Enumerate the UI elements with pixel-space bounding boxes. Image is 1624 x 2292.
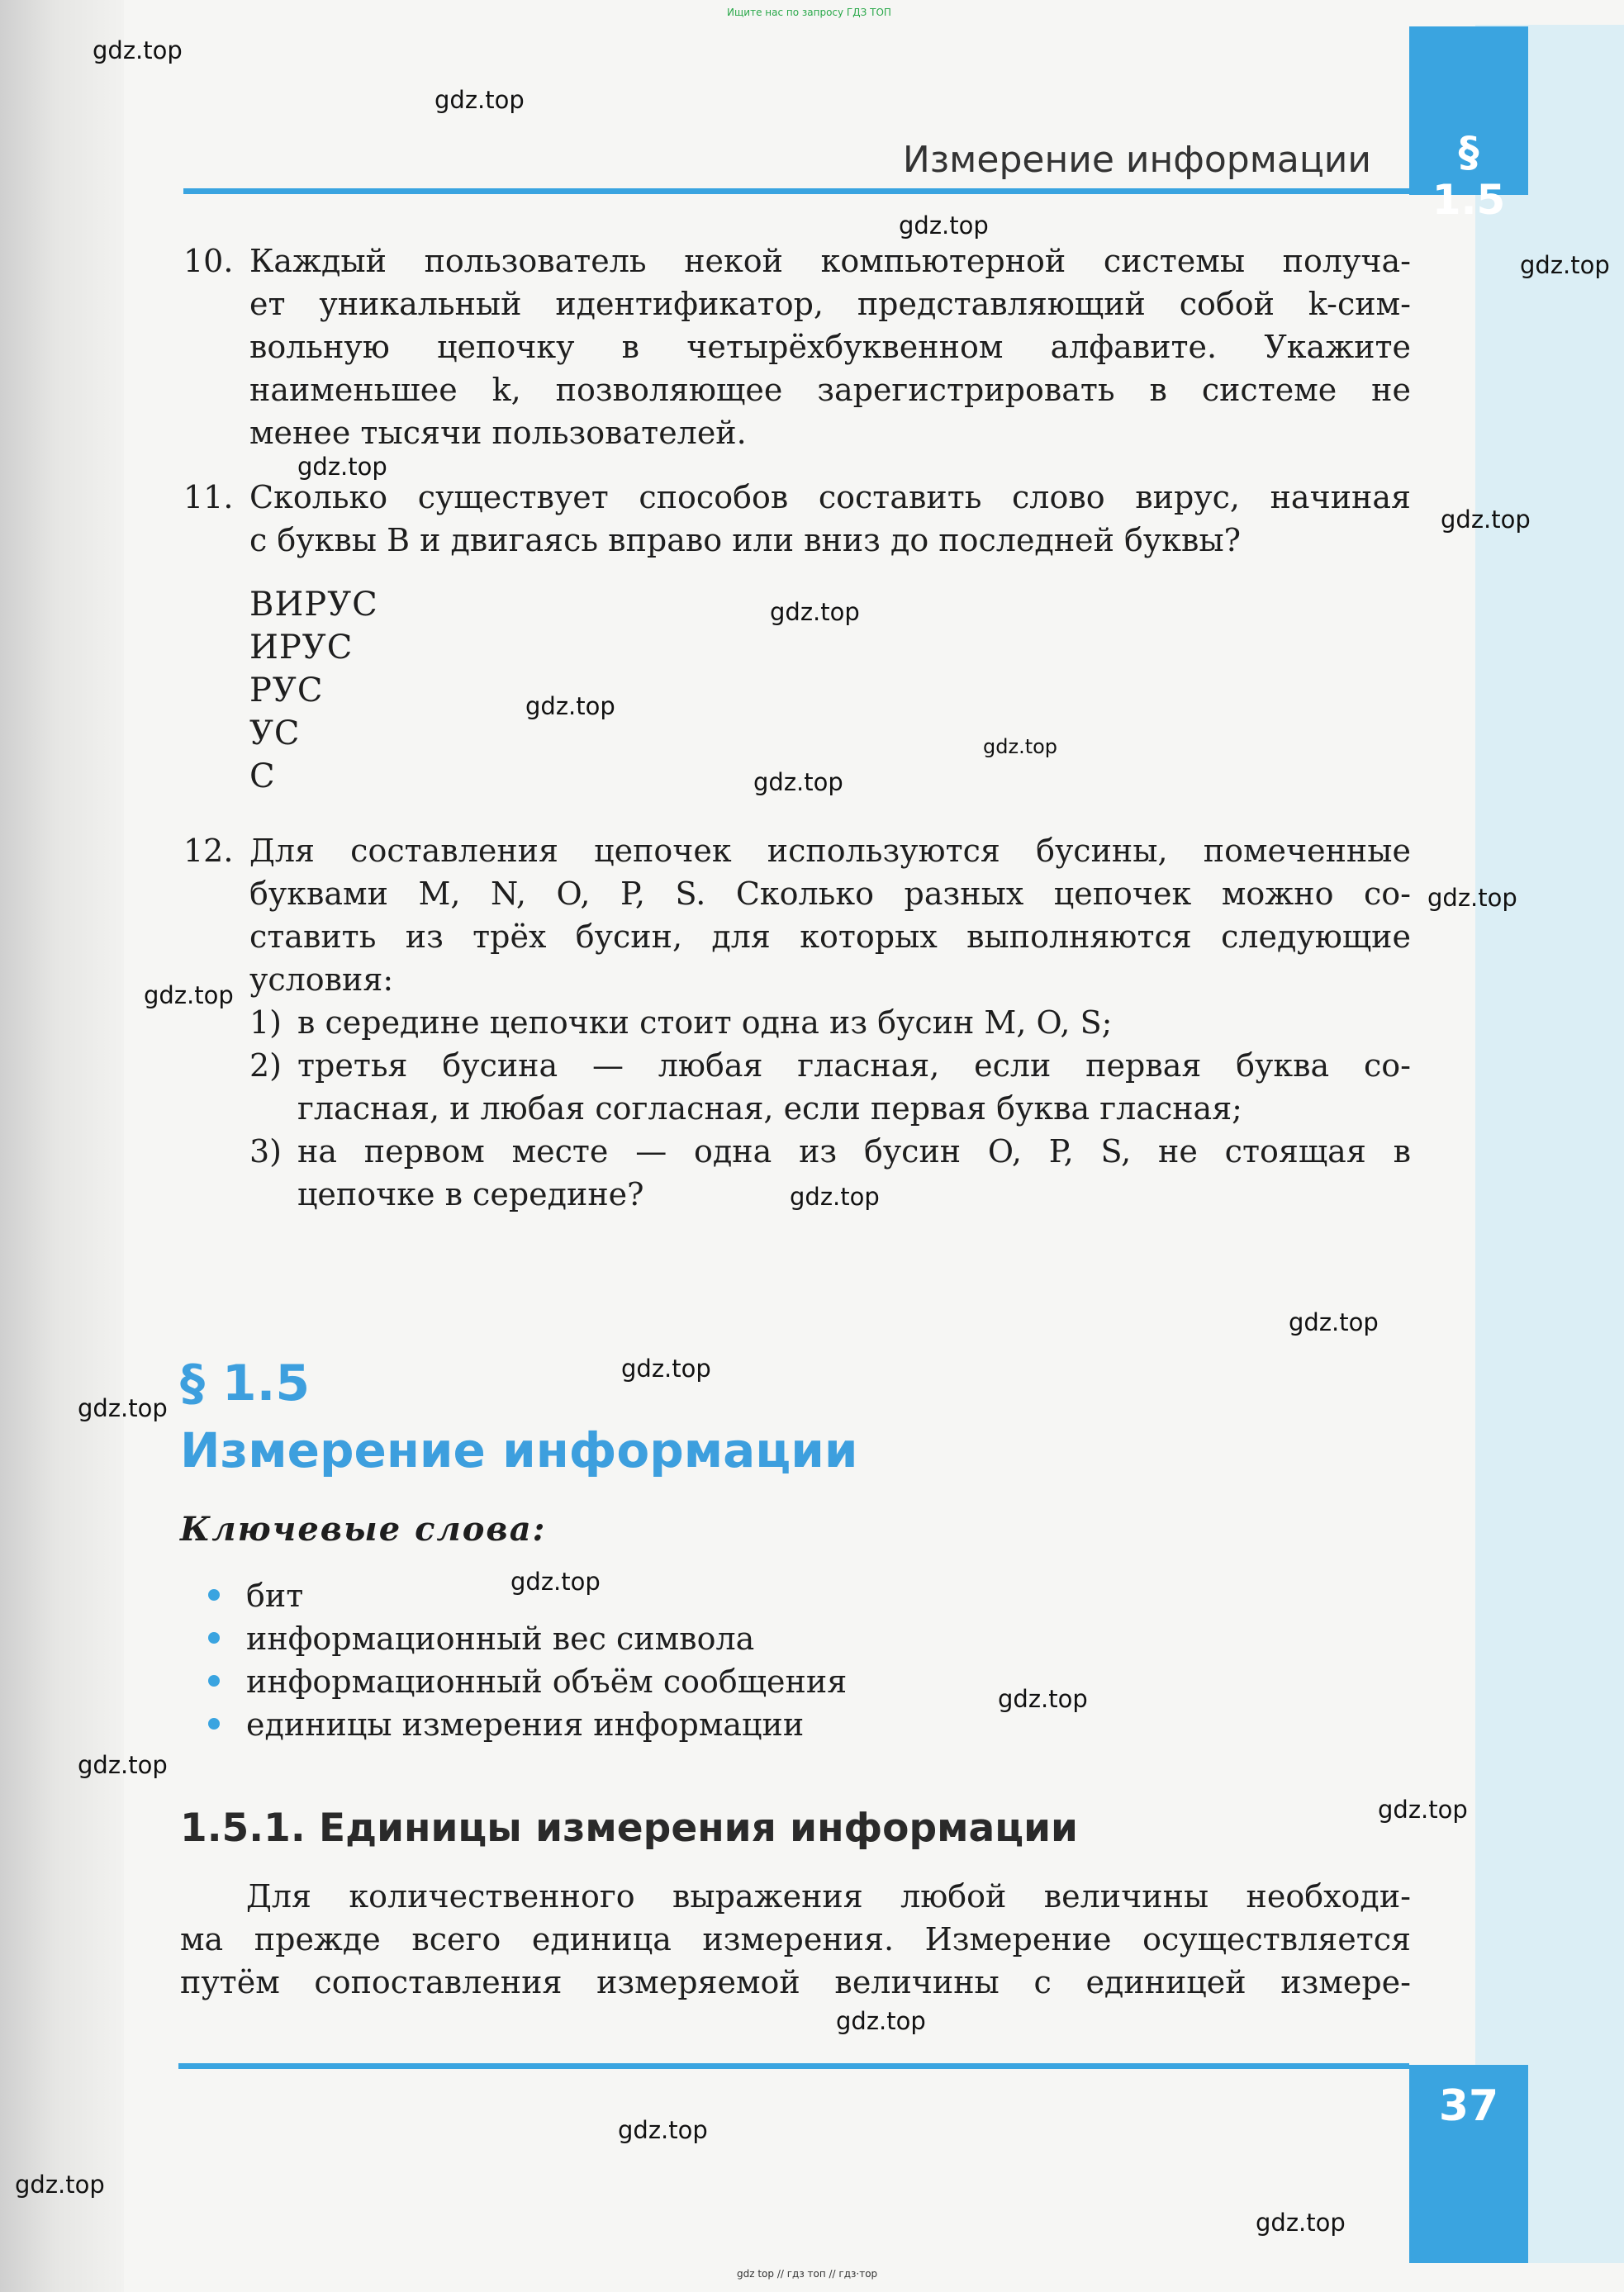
right-margin-band xyxy=(1475,25,1624,2263)
watermark: gdz.top xyxy=(1256,2209,1346,2237)
page-number: 37 xyxy=(1438,2081,1499,2131)
watermark: gdz.top xyxy=(1427,884,1517,912)
keyword-item xyxy=(208,1617,847,1660)
problem-12 xyxy=(183,829,1411,1216)
problem-line: ставить из трёх бусин, для которых выполняются следующие xyxy=(249,918,1411,955)
section-title: Измерение информации xyxy=(180,1422,858,1478)
watermark: gdz.top xyxy=(78,1751,168,1779)
watermark: gdz.top xyxy=(93,36,183,64)
watermark: gdz.top xyxy=(510,1568,601,1596)
problem-line: условия: xyxy=(249,961,394,998)
bullet-icon xyxy=(208,1718,220,1730)
problem-line: Каждый пользователь некой компьютерной системы получа- xyxy=(249,243,1411,279)
watermark: gdz.top xyxy=(1520,251,1610,279)
paragraph-line: ма прежде всего единица измерения. Измерение осуществляется xyxy=(180,1921,1411,1957)
problem-number: 11. xyxy=(183,479,234,515)
section-number: § 1.5 xyxy=(180,1355,311,1412)
keyword-text: единицы измерения информации xyxy=(246,1706,805,1743)
ladder-row: ВИРУС xyxy=(249,586,378,624)
paragraph-line: путём сопоставления измеряемой величины с единицей измере- xyxy=(180,1964,1411,2000)
keywords-list xyxy=(208,1574,847,1746)
condition-line: в середине цепочки стоит одна из бусин M, O, S; xyxy=(297,1004,1113,1041)
problem-line: вольную цепочку в четырёхбуквенном алфавите. Укажите xyxy=(249,329,1411,365)
watermark: gdz.top xyxy=(621,1355,711,1383)
problem-line: наименьшее k, позволяющее зарегистрировать в системе не xyxy=(249,372,1411,408)
condition-number: 2) xyxy=(249,1047,283,1084)
problem-line: буквами M, N, O, P, S. Сколько разных цепочек можно со- xyxy=(249,876,1411,912)
ladder-row: С xyxy=(249,757,276,795)
condition-1 xyxy=(249,1001,1411,1044)
watermark: gdz.top xyxy=(1441,505,1531,534)
footer-divider xyxy=(178,2063,1409,2069)
word-ladder xyxy=(249,583,378,798)
watermark: gdz.top xyxy=(618,2116,708,2144)
bullet-icon xyxy=(208,1589,220,1601)
watermark: gdz.top xyxy=(983,735,1058,758)
running-header-title: Измерение информации xyxy=(902,139,1371,181)
condition-line: на первом месте — одна из бусин O, P, S, не стоящая в xyxy=(297,1133,1411,1170)
watermark: gdz.top xyxy=(434,86,525,114)
condition-line: гласная, и любая согласная, если первая буква гласная; xyxy=(297,1090,1242,1127)
problem-line: с буквы В и двигаясь вправо или вниз до последней буквы? xyxy=(249,522,1242,558)
problem-10 xyxy=(183,240,1411,454)
keyword-item xyxy=(208,1703,847,1746)
subsection-title: 1.5.1. Единицы измерения информации xyxy=(180,1806,1078,1851)
problem-line: Для составления цепочек используются бусины, помеченные xyxy=(249,833,1411,869)
condition-number: 3) xyxy=(249,1133,283,1170)
condition-2 xyxy=(249,1044,1411,1130)
watermark: gdz.top xyxy=(15,2171,105,2199)
watermark: gdz.top xyxy=(899,211,989,240)
paragraph-line: Для количественного выражения любой величины необходи- xyxy=(246,1878,1411,1915)
body-paragraph xyxy=(180,1875,1411,2004)
watermark: gdz.top xyxy=(770,598,860,626)
condition-number: 1) xyxy=(249,1004,283,1041)
bullet-icon xyxy=(208,1632,220,1644)
watermark: gdz.top xyxy=(836,2007,926,2035)
ladder-row: РУС xyxy=(249,671,324,709)
problem-line: Сколько существует способов составить слово вирус, начиная xyxy=(249,479,1411,515)
keyword-text: бит xyxy=(246,1578,304,1614)
ladder-row: УС xyxy=(249,714,301,752)
bullet-icon xyxy=(208,1675,220,1687)
condition-line: третья бусина — любая гласная, если первая буква со- xyxy=(297,1047,1411,1084)
watermark: gdz.top xyxy=(297,453,387,481)
watermark: gdz.top xyxy=(1378,1796,1468,1824)
problem-line: менее тысячи пользователей. xyxy=(249,415,747,451)
top-note: Ищите нас по запросу ГДЗ ТОП xyxy=(727,7,891,18)
problem-11 xyxy=(183,476,1411,562)
watermark: gdz.top xyxy=(78,1394,168,1422)
watermark: gdz.top xyxy=(144,981,234,1009)
header-divider xyxy=(183,188,1409,194)
ladder-row: ИРУС xyxy=(249,629,354,667)
watermark: gdz.top xyxy=(998,1685,1088,1713)
bottom-note: gdz top // гдз топ // гдз·тор xyxy=(737,2268,878,2280)
keywords-label: Ключевые слова: xyxy=(180,1510,547,1549)
keyword-text: информационный объём сообщения xyxy=(246,1663,848,1700)
problem-number: 10. xyxy=(183,243,234,279)
watermark: gdz.top xyxy=(753,768,843,796)
keyword-text: информационный вес символа xyxy=(246,1621,755,1657)
book-binding-shadow xyxy=(0,0,124,2292)
watermark: gdz.top xyxy=(1289,1308,1379,1336)
watermark: gdz.top xyxy=(790,1183,880,1211)
problem-number: 12. xyxy=(183,833,234,869)
problem-line: ет уникальный идентификатор, представляющий собой k-сим- xyxy=(249,286,1411,322)
watermark: gdz.top xyxy=(525,692,615,720)
section-tab-label: § 1.5 xyxy=(1432,128,1506,224)
condition-line: цепочке в середине? xyxy=(297,1176,644,1212)
keyword-item xyxy=(208,1660,847,1703)
